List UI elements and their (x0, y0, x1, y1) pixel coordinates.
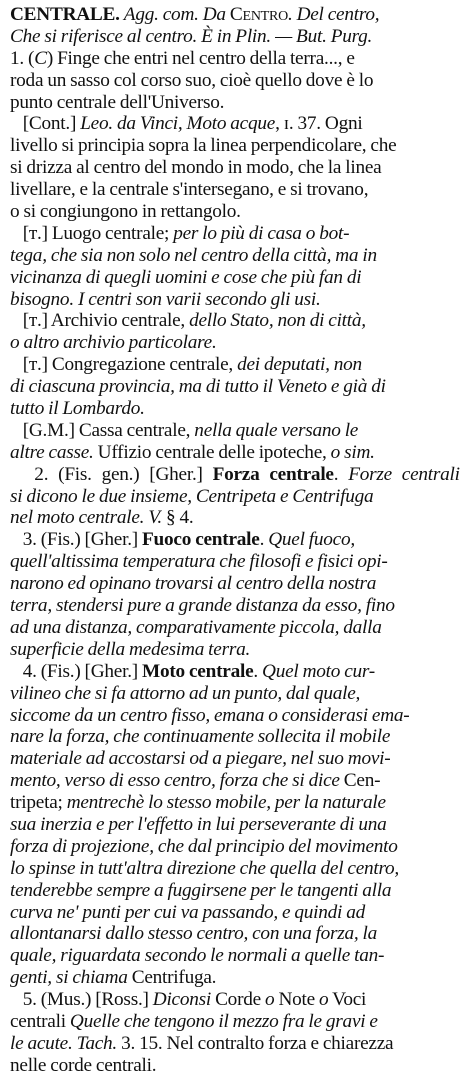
headword: Moto centrale (142, 660, 254, 682)
text-line (10, 332, 466, 354)
text-run: vicinanza di quegli uomini e cose che più fan di (10, 266, 362, 288)
text-run: nelle corde centrali. (10, 1054, 157, 1076)
headword: CENTRALE. (10, 4, 120, 25)
text-run: dei deputati, non (237, 354, 362, 376)
text-run: Centrifuga. (127, 967, 217, 989)
text-run: superficie della medesima terra. (10, 638, 251, 660)
text-run: 5. (Mus.) [Ross.] (10, 989, 153, 1011)
text-run: o (319, 989, 329, 1011)
text-run: o si congiungono in rettangolo. (10, 201, 241, 223)
text-run: sua inerzia e per l'effetto in lui perseverante di una (10, 813, 387, 835)
text-line (10, 1033, 466, 1055)
text-run: Quel fuoco, (268, 529, 355, 551)
text-run: o sim. (330, 441, 375, 463)
text-line (10, 157, 466, 179)
text-line (10, 4, 466, 26)
text-run: tripeta; (10, 792, 67, 814)
text-run: [ᴛ.] Congregazione centrale, (10, 354, 238, 376)
text-run: 3. 15. Nel contralto forza e chiarezza (117, 1032, 394, 1054)
text-line (10, 814, 466, 836)
text-line (10, 420, 466, 442)
text-line (10, 836, 466, 858)
text-run: mentrechè lo stesso mobile, per la naturale (66, 792, 386, 814)
text-line (10, 70, 466, 92)
text-run: 3. (Fis.) [Gher.] (10, 529, 143, 551)
text-run: 2. (Fis. gen.) [Gher.] (10, 463, 213, 485)
text-line (10, 880, 466, 902)
text-run: bisogno. I centri son varii secondo gli usi. (10, 288, 321, 310)
text-run: nare la forza, che continuamente sollecita il mobile (10, 726, 391, 748)
text-run: Cen- (339, 770, 381, 792)
text-run: vilineo che si fa attorno ad un punto, dal quale, (10, 682, 361, 704)
text-run: ) Finge che entri nel centro della terra..., e (46, 47, 355, 69)
text-line (10, 376, 466, 398)
text-line (10, 639, 466, 661)
text-line (10, 551, 466, 573)
text-run: Forze centrali (348, 463, 460, 485)
text-line (10, 442, 466, 464)
text-run: § 4. (161, 507, 194, 529)
text-run: livello si principia sopra la linea perpendicolare, che (10, 135, 397, 157)
text-run: C (34, 47, 47, 69)
text-run: quale, riguardata secondo le normali a quelle tan- (10, 945, 385, 967)
text-run: . (253, 660, 263, 682)
text-run: Note (274, 989, 320, 1011)
text-line (10, 945, 466, 967)
text-run: Che si riferisce al centro. È in Plin. — But. Purg. (10, 25, 373, 47)
text-line (10, 529, 466, 551)
text-line (10, 135, 466, 157)
text-run: curva ne' punti per cui va passando, e quindi ad (10, 901, 365, 923)
text-run: Uffizio centrale delle ipoteche, (93, 441, 331, 463)
text-run: nella quale versano le (194, 419, 359, 441)
text-line (10, 902, 466, 924)
text-run: tenderebbe sempre a fuggirsene per le tangenti alla (10, 879, 392, 901)
text-run: quell'altissima temperatura che filosofi e fisici opi- (10, 551, 388, 573)
headword: Forza centrale (212, 463, 334, 485)
text-run: altre casse. (10, 441, 94, 463)
text-run: [ᴛ.] Luogo centrale; (10, 222, 174, 244)
text-run: materiale ad accostarsi od a piegare, nel suo movi- (10, 748, 391, 770)
text-line (10, 683, 466, 705)
text-run: siccome da un centro fisso, emana o considerasi ema- (10, 704, 410, 726)
text-line (10, 48, 466, 70)
text-run: allontanarsi dallo stesso centro, con una forza, la (10, 923, 378, 945)
text-run: si drizza al centro del mondo in modo, che la linea (10, 157, 382, 179)
text-run: mento, verso di esso centro, forza che si dice (10, 770, 340, 792)
text-line (10, 289, 466, 311)
text-line (10, 245, 466, 267)
text-run: Leo. da Vinci, Moto acque (80, 113, 276, 135)
text-line (10, 310, 466, 332)
text-line (10, 617, 466, 639)
text-line (10, 179, 466, 201)
text-line (10, 267, 466, 289)
text-line (10, 858, 466, 880)
text-run: si dicono le due insieme, Centripeta e Centrifuga (10, 485, 374, 507)
text-line (10, 113, 466, 135)
text-run: punto centrale dell'Universo. (10, 91, 225, 113)
text-run: . Del centro, (287, 4, 380, 25)
text-run: livellare, e la centrale s'intersegano, e si trovano, (10, 179, 369, 201)
text-line (10, 486, 466, 508)
text-run: Quel moto cur- (262, 660, 375, 682)
headword: Fuoco centrale (142, 529, 260, 551)
text-run: lo spinse in tutt'altra direzione che quella del centro, (10, 857, 400, 879)
text-run: o altro archivio particolare. (10, 332, 217, 354)
text-line (10, 770, 466, 792)
text-run: Agg. com. Da (123, 4, 230, 25)
text-run: genti, si chiama (10, 967, 128, 989)
text-line (10, 464, 466, 486)
text-run: Diconsi (152, 989, 211, 1011)
text-line (10, 201, 466, 223)
text-line (10, 661, 466, 683)
text-run: per lo più di casa o bot- (173, 222, 350, 244)
text-run: tega, che sia non solo nel centro della città, ma in (10, 244, 377, 266)
text-run: Centro (229, 4, 288, 25)
text-line (10, 92, 466, 114)
text-run: . (333, 463, 349, 485)
text-run: nel moto centrale. V. (10, 507, 162, 529)
text-line (10, 223, 466, 245)
text-run: 4. (Fis.) [Gher.] (10, 660, 143, 682)
text-line (10, 726, 466, 748)
text-line (10, 748, 466, 770)
text-run: di ciascuna provincia, ma di tutto il Veneto e già di (10, 376, 386, 398)
text-run: roda un sasso col corso suo, cioè quello dove è lo (10, 69, 374, 91)
text-run: Voci (328, 989, 367, 1011)
text-line (10, 792, 466, 814)
text-run: ad una distanza, comparativamente piccola, dalla (10, 616, 382, 638)
text-run: dello Stato, non di città, (189, 310, 366, 332)
text-line (10, 1055, 466, 1077)
text-run: forza di projezione, che dal principio del movimento (10, 835, 398, 857)
text-line (10, 705, 466, 727)
text-line (10, 989, 466, 1011)
text-line (10, 923, 466, 945)
text-run: . (259, 529, 269, 551)
text-line (10, 1011, 466, 1033)
text-line (10, 26, 466, 48)
text-line (10, 573, 466, 595)
text-run: [ᴛ.] Archivio centrale, (10, 310, 190, 332)
text-run: 1. ( (10, 47, 35, 69)
text-run: [Cont.] (10, 113, 81, 135)
text-run: narono ed opinano trovarsi al centro della nostra (10, 573, 377, 595)
text-run: o (265, 989, 275, 1011)
text-run: terra, stendersi pure a grande distanza da esso, fino (10, 595, 395, 617)
text-line (10, 595, 466, 617)
text-run: centrali (10, 1010, 70, 1032)
text-run: [G.M.] Cassa centrale, (10, 419, 195, 441)
text-run: Quelle che tengono il mezzo fra le gravi e (69, 1010, 378, 1032)
text-run: le acute. Tach. (10, 1032, 117, 1054)
text-line (10, 354, 466, 376)
text-run: , ɪ. 37. Ogni (275, 113, 363, 135)
text-run: Corde (211, 989, 266, 1011)
text-line (10, 967, 466, 989)
text-line (10, 398, 466, 420)
text-line (10, 507, 466, 529)
text-run: tutto il Lombardo. (10, 398, 145, 420)
